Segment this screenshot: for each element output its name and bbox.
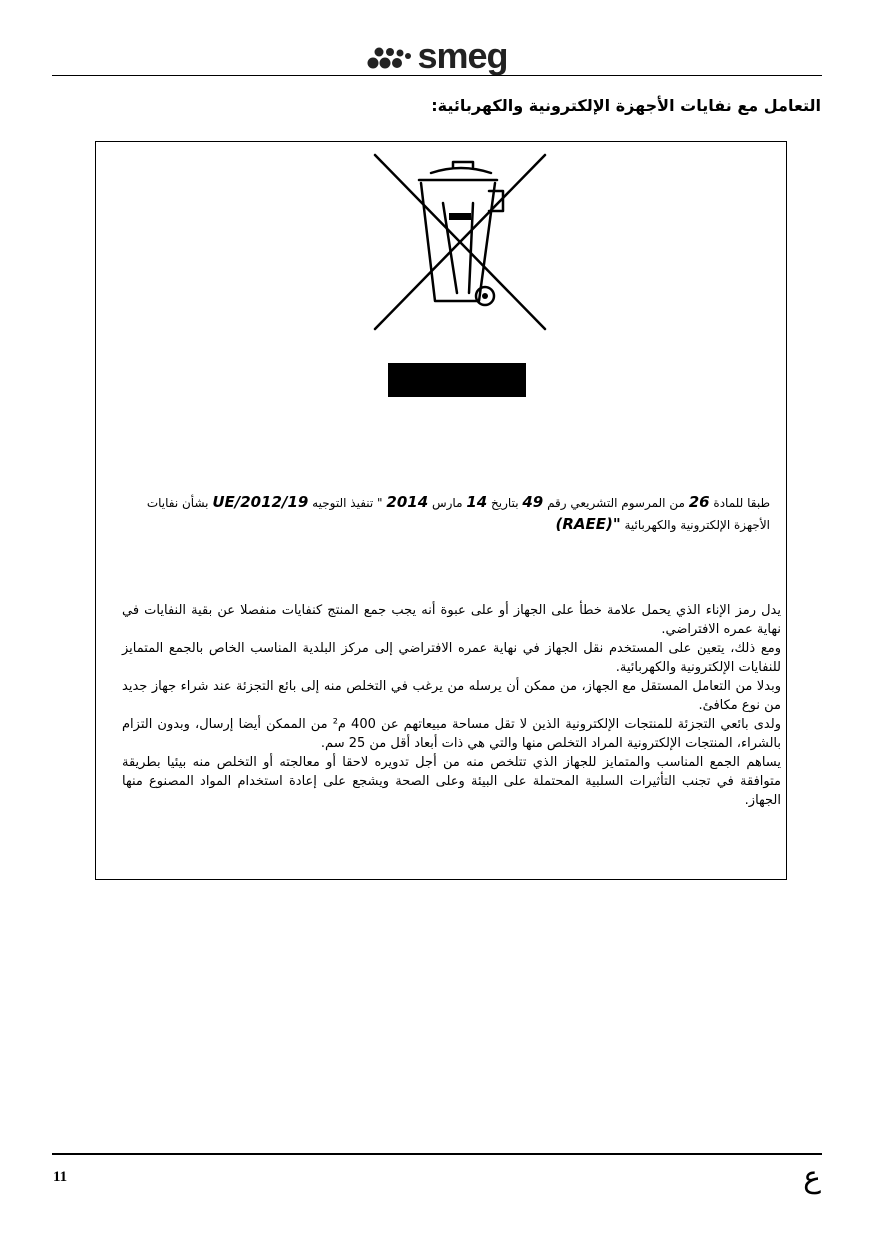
brand-wordmark: smeg [417,35,508,76]
page-number: 11 [53,1169,68,1185]
paragraph: وبدلا من التعامل المستقل مع الجهاز، من ممكن أن يرسله من يرغب في التخلص منه إلى بائع التجزئة عند شراء جهاز جديد من نوع مكافئ. [122,679,781,713]
language-indicator: ع [803,1160,821,1195]
decree-year: 2014 [386,493,429,511]
paragraph: ولدى بائعي التجزئة للمنتجات الإلكترونية الذين لا تقل مساحة مبيعاتهم عن 400 م² من الممكن أيضا إرسال، وبدون التزام بالشراء، المنتجات الإلكترونية المراد التخلص منها والتي هي ذات أبعاد أقل من 25 سم. [122,717,781,751]
brand-logo [0,36,875,76]
smeg-dots-logo [367,41,413,71]
legal-text-5: " تنفيذ التوجيه [312,496,383,510]
date-marking-bar [388,363,526,397]
decree-day: 14 [466,493,488,511]
section-title: التعامل مع نفايات الأجهزة الإلكترونية والكهربائية: [431,96,821,115]
legal-text-6: بشأن نفايات الأجهزة الإلكترونية والكهربائية [146,496,770,532]
paragraph: ومع ذلك، يتعين على المستخدم نقل الجهاز في نهاية عمره الافتراضي إلى مركز البلدية المناسب الخاص بالجمع المتمايز للنفايات الإلكترونية والكهربائية. [122,641,781,675]
legal-text-2: من المرسوم التشريعي رقم [547,496,685,510]
weee-info-box [95,141,787,880]
decree-number: 49 [522,493,544,511]
paragraph: يساهم الجمع المناسب والمتمايز للجهاز الذي تتلخص منه من أجل تدويره لاحقا أو معالجته أو التخلص منه بيئيا بطريقة متوافقة في تجنب التأثيرات السلبية المحتملة على البيئة وعلى الصحة ويشجع على إعادة استخدام المواد المصنوع منها الجهاز. [122,755,781,808]
legal-text-4: مارس [431,496,463,510]
article-number: 26 [688,493,710,511]
legal-text-1: طبقا للمادة [713,496,770,510]
legal-text-3: بتاريخ [491,496,519,510]
directive-code: UE/2012/19 [212,493,309,511]
disposal-instructions [122,601,781,810]
paragraph: يدل رمز الإناء الذي يحمل علامة خطأ على الجهاز أو على عبوة أنه يجب جمع المنتج كنفايات منفصلا عن بقية النفايات في نهاية عمره الافتراضي. [122,603,781,637]
crossed-out-wheelie-bin-icon [373,153,547,333]
legal-reference [118,492,770,536]
header-divider [52,75,822,76]
footer-divider [52,1153,822,1155]
raee-acronym: (RAEE)" [555,515,621,533]
